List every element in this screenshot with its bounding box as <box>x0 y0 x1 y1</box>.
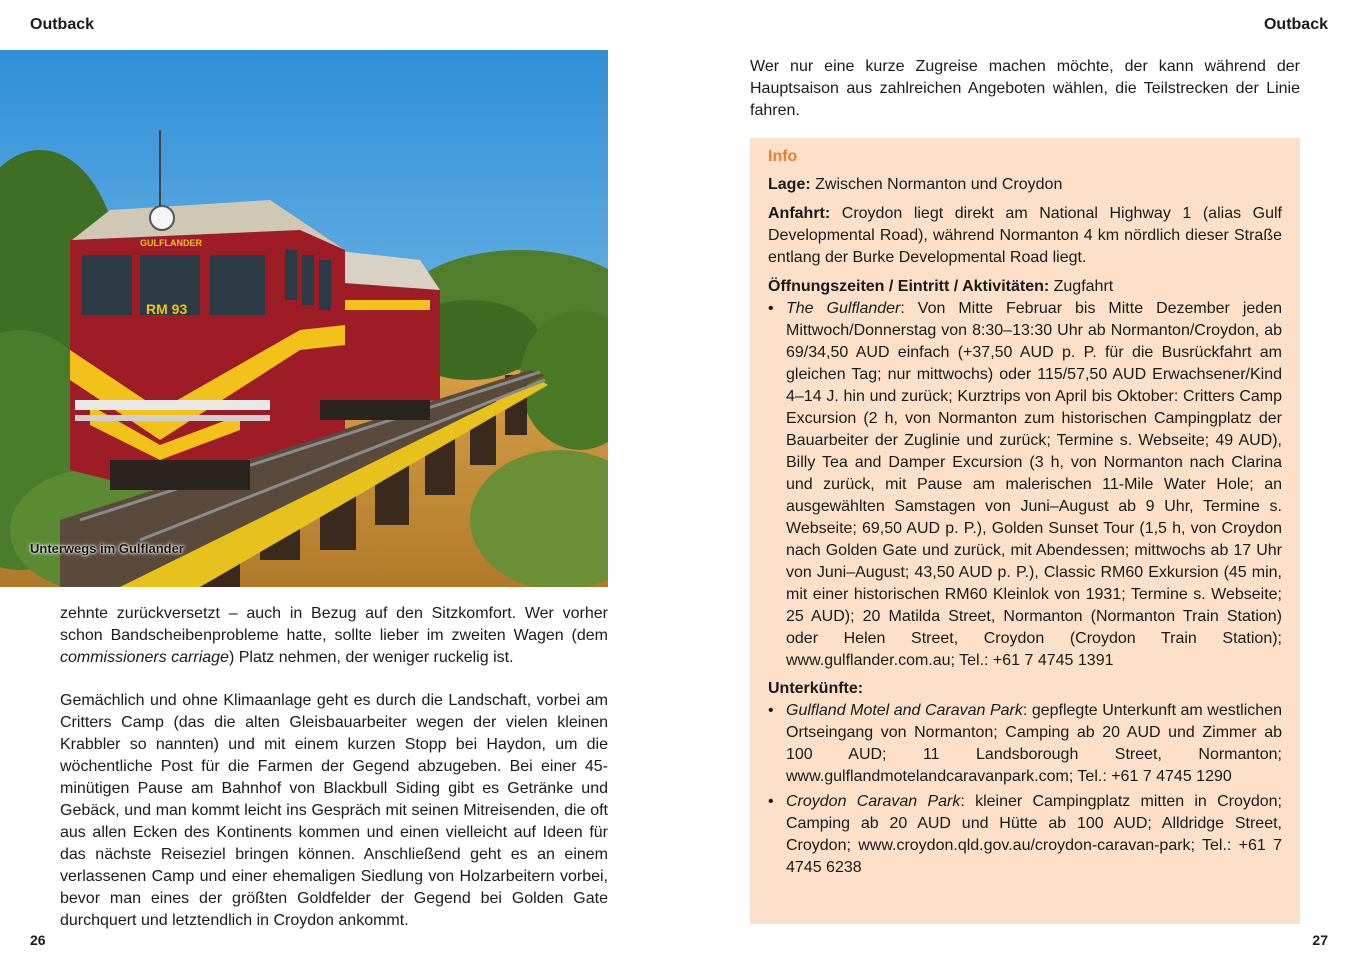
running-head-left: Outback <box>30 16 95 33</box>
bullet-icon: • <box>768 702 774 719</box>
para1-text-end: ) Platz nehmen, der weniger ruckelig ist. <box>228 649 514 666</box>
gulflander-details: : Von Mitte Februar bis Mitte Dezember jeden Mittwoch/Donnerstag von 8:30–13:30 Uhr ab Normanton/Croydon, ab 69/34,50 AUD einfach (+37,50 AUD p. P. für die Busrückfahrt am gleichen Tag; nur mittwochs) oder 115/57,50 AUD Erwachsener/Kind 4–14 J. hin und zurück; Kurztrips von April bis Oktober: Critters Camp Excursion (2 h, von Normanton zum historischen Campingplatz der Bauarbeiter der Zuglinie und zurück; Termine s. Webseite; 49 AUD), Billy Tea and Damper Excursion (3 h, von Normanton nach Clarina und zurück, mit Pause am malerischen 11-Mile Water Hole; an ausgewählten Samstagen von Juni–August ab 9 Uhr, Termine s. Webseite; 69,50 AUD p. P.), Golden Sunset Tour (1,5 h, von Croydon nach Golden Gate und zurück, mit Abendessen; mittwochs ab 17 Uhr von Juni–August; 43,50 AUD p. P.), Classic RM60 Exkursion (45 min, mit einer historischen RM60 Kleinlok von 1931; Termine s. Webseite; 25 AUD); 20 Matilda Street, Normanton (Normanton Train Station) oder Helen Street, Croydon (Croydon Train Station); www.gulflander.com.au; Tel.: +61 7 4745 1391 <box>786 300 1283 669</box>
info-oeffnungszeiten <box>768 276 1282 298</box>
intro-paragraph: Wer nur eine kurze Zugreise machen möchte, der kann während der Hauptsaison aus zahlreichen Angeboten wählen, die Teilstrecken der Linie fahren. <box>750 58 1300 119</box>
anfahrt-text: Croydon liegt direkt am National Highway 1 (alias Gulf Developmental Road), während Normanton 4 km nördlich dieser Straße entlang der Burke Developmental Road liegt. <box>768 205 1282 266</box>
gulflander-name: The Gulflander <box>786 300 901 317</box>
info-anfahrt <box>768 203 1282 269</box>
oeffnung-text: Zugfahrt <box>1049 278 1114 295</box>
lage-label: Lage: <box>768 176 811 193</box>
page-number-left: 26 <box>30 932 46 948</box>
accommodation-list <box>768 700 1282 879</box>
lage-text: Zwischen Normanton und Croydon <box>810 176 1063 193</box>
list-item <box>768 791 1282 879</box>
train-nameplate: GULFLANDER <box>140 238 202 248</box>
running-head-right: Outback <box>1263 16 1328 33</box>
info-unterkuenfte: Unterkünfte: <box>768 680 864 697</box>
info-box <box>750 138 1300 924</box>
activities-list <box>768 298 1282 672</box>
train-photo <box>0 50 608 587</box>
body-paragraph-1 <box>60 603 608 669</box>
caravan-park-details: : kleiner Campingplatz mitten in Croydon; Camping ab 20 AUD und Hütte ab 100 AUD; Alldridge Street, Croydon; www.croydon.qld.gov.au/croydon-caravan-park; Tel.: +61 7 4745 6238 <box>786 793 1283 876</box>
oeffnung-label: Öffnungszeiten / Eintritt / Aktivitäten: <box>768 278 1050 295</box>
list-item <box>768 700 1282 788</box>
page-number-right: 27 <box>1312 932 1328 948</box>
body-paragraph-2: Gemächlich und ohne Klimaanlage geht es durch die Landschaft, vorbei am Critters Camp (das die alten Gleisbauarbeiter wegen der vielen kleinen Krabbler so nannten) und mit einem kurzen Stopp bei Haydon, um die wöchentliche Post für die Farmen der Gegend abzugeben. Bei einer 45-minütigen Pause am Bahnhof von Blackbull Siding gibt es Getränke und Gebäck, und man kommt leicht ins Gespräch mit seinen Mitreisenden, die oft aus allen Ecken des Kontinents kommen und einen vielleicht auf Ideen für das nächste Reiseziel bringen können. Anschließend geht es an einem verlassenen Camp und einer ehemaligen Siedlung von Holzarbeitern vorbei, bevor man eines der größten Goldfelder der Gegend bei Golden Gate durchquert und letztendlich in Croydon ankommt. <box>60 692 608 929</box>
info-box-title: Info <box>768 148 798 165</box>
train-number: RM 93 <box>146 301 188 317</box>
para1-italic-term: commissioners carriage <box>60 649 229 666</box>
anfahrt-label: Anfahrt: <box>768 205 831 222</box>
gulflander-train-illustration <box>0 50 608 587</box>
list-item <box>768 298 1282 672</box>
right-page <box>679 0 1358 974</box>
photo-caption: Unterwegs im Gulflander <box>30 541 184 556</box>
para1-text-start: zehnte zurückversetzt – auch in Bezug auf den Sitzkomfort. Wer vorher schon Bandscheibenprobleme hatte, sollte lieber im zweiten Wagen (dem <box>60 605 608 644</box>
motel-details: : gepflegte Unterkunft am westlichen Ortseingang von Normanton; Camping ab 20 AUD und Zimmer ab 100 AUD; 11 Landsborough Street, Normanton; www.gulflandmotelandcaravanpark.com; Tel.: +61 7 4745 1290 <box>786 702 1282 785</box>
bullet-icon: • <box>768 793 774 810</box>
bullet-icon: • <box>768 300 774 317</box>
caravan-park-name: Croydon Caravan Park <box>786 793 961 810</box>
info-lage <box>768 174 1282 196</box>
motel-name: Gulfland Motel and Caravan Park <box>786 702 1023 719</box>
